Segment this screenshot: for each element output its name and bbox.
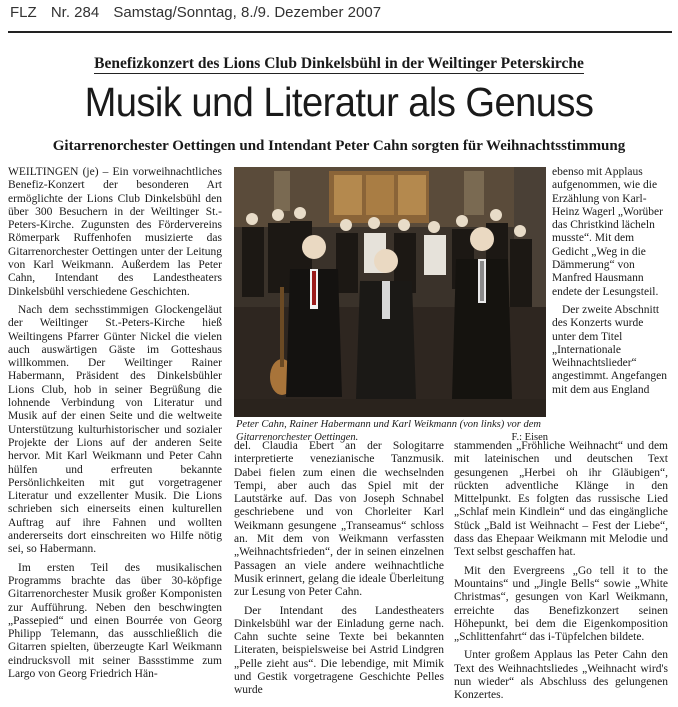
article-headline: Musik und Literatur als Genuss <box>84 79 594 125</box>
masthead-issue: Nr. 284 <box>50 4 100 21</box>
paragraph: Der zweite Abschnitt des Konzerts wurde unter dem Titel „Internationale Weihnachtslieder“ angestimmt. Angefangen mit dem aus England <box>552 303 667 396</box>
article-kicker <box>0 55 678 73</box>
masthead <box>10 4 670 30</box>
paragraph: Der Intendant des Landestheaters Dinkelsbühl war der Einladung gerne nach. Cahn suchte seine Texte bei bekannten Literaten, beispielsweise bei Astrid Lindgren „Pelle zieht aus“. Die lebendige, mit Mimik und Gestik vorgetragene Geschichte Pelles wurde <box>234 604 444 697</box>
article-column-3 <box>454 440 668 703</box>
masthead-date: Samstag/Sonntag, 8./9. Dezember 2007 <box>113 4 382 21</box>
article-subhead: Gitarrenorchester Oettingen und Intendant Peter Cahn sorgten für Weihnachtsstimmung <box>52 138 626 154</box>
paragraph: stammenden „Fröhliche Weihnacht“ und dem mit lateinischen und deutschen Text gesungenen „Herbei oh ihr Gläubigen“, rückten adventliche Klänge in den Mittelpunkt. Es folgten das russische Lied „Schlaf mein Kindlein“ und das eingängliche Stück „Bald ist Weihnacht – Fest der Liebe“, dass das Ehepaar Weikmann mit Melodie und Text selbst geschaffen hat. <box>454 440 668 559</box>
photo-credit: F.: Eisen <box>511 431 548 443</box>
paragraph: WEILTINGEN (je) – Ein vorweihnachtliches Benefiz-Konzert der besonderen Art ermöglichte der Lions Club Dinkelsbühl den über 300 Besuchern in der Weiltinger St.-Peters-Kirche. Zugunsten des Fördervereins Römerpark Ruffenhofen musizierte das Gitarrenorchester Oettingen unter der Leitung von Karl Weikmann. Außerdem las Peter Cahn, Intendant des Landestheaters Dinkelsbühl verschiedene Geschichten. <box>8 166 222 298</box>
masthead-rule <box>8 31 672 33</box>
paragraph: Nach dem sechsstimmigen Glockengeläut der Weiltinger St.-Peters-Kirche hieß Weiltingens Pfarrer Günter Nickel die vielen auch auswärtigen Gäste im Gotteshaus willkommen. Der Weiltinger Rainer Habermann, Präsident des Dinkelsbühler Lions Club, hob in seiner Begrüßung die lohnende Verbindung von Literatur und Musik auf der einen Seite und die weltweite Unterstützung kulturhistorischer und sozialer Projekte der Lions auf der anderen Seite hervor. Mit Karl Weikmann und Peter Cahn hülfen und erfreuten bekannte Persönlichkeiten mit gut vorgetragener Literatur und exzellenter Musik. Die Lions schrieben sich einerseits einen kulturellen Auftrag auf ihre Fahnen und wollten andererseits dort einschreiten wo Hilfe nötig sei, so Habermann. <box>8 303 222 556</box>
caption-text: Peter Cahn, Rainer Habermann und Karl Weikmann (von links) vor dem Gitarrenorchester Oettingen. <box>236 419 541 443</box>
article-column-1 <box>8 166 222 681</box>
paragraph: del. Claudia Ebert an der Sologitarre interpretierte venezianische Tanzmusik. Dabei fielen zum einen die wechselnden Tempi, aber auch das Spiel mit der Lautstärke auf. Das von Joseph Schnabel geschriebene und von Chorleiter Karl Weikmann gesungene „Transeamus“ schloss an. Mit dem von Weikmann verfassten „Weihnachtsfrieden“, der in seinen einzelnen Passagen an viele andere weihnachtliche Musik erinnert, gelang die ideale Überleitung zur Lesung von Peter Cahn. <box>234 440 444 599</box>
masthead-paper: FLZ <box>10 4 37 21</box>
paragraph: Im ersten Teil des musikalischen Programms brachte das über 30-köpfige Gitarrenorchester Musik großer Komponisten zur Aufführung. Neben den beschwingten „Passepied“ und einen Bourrée von Georg Philipp Telemann, das ausschließlich die Gitarren spielten, überzeugte Karl Weikmann eindrucksvoll mit seiner Bassstimme zum Largo von Georg Friedrich Hän- <box>8 561 222 680</box>
paragraph: Unter großem Applaus las Peter Cahn den Text des Weihnachtsliedes „Weihnacht wird's nun wieder“ als Abschluss des gelungenen Konzertes. <box>454 649 668 702</box>
article-photo <box>234 167 546 417</box>
article-column-4 <box>552 166 668 397</box>
paragraph: ebenso mit Applaus aufgenommen, wie die Erzählung von Karl-Heinz Wagerl „Worüber das Christkind lächeln musste“. Mit dem Gedicht „Weg in die Dämmerung“ von Manfred Hausmann endete der Lesungsteil. <box>552 166 663 298</box>
article-column-2 <box>234 440 444 698</box>
kicker-text: Benefizkonzert des Lions Club Dinkelsbühl in der Weiltinger Peterskirche <box>94 55 584 72</box>
paragraph: Mit den Evergreens „Go tell it to the Mountains“ und „Jingle Bells“ sowie „White Christmas“, gesungen von Karl Weikmann, erreichte das Benefizkonzert seinen Höhepunkt, bei dem die Eigenkomposition „Schlittenfahrt“ das i-Tüpfelchen bildete. <box>454 564 668 644</box>
